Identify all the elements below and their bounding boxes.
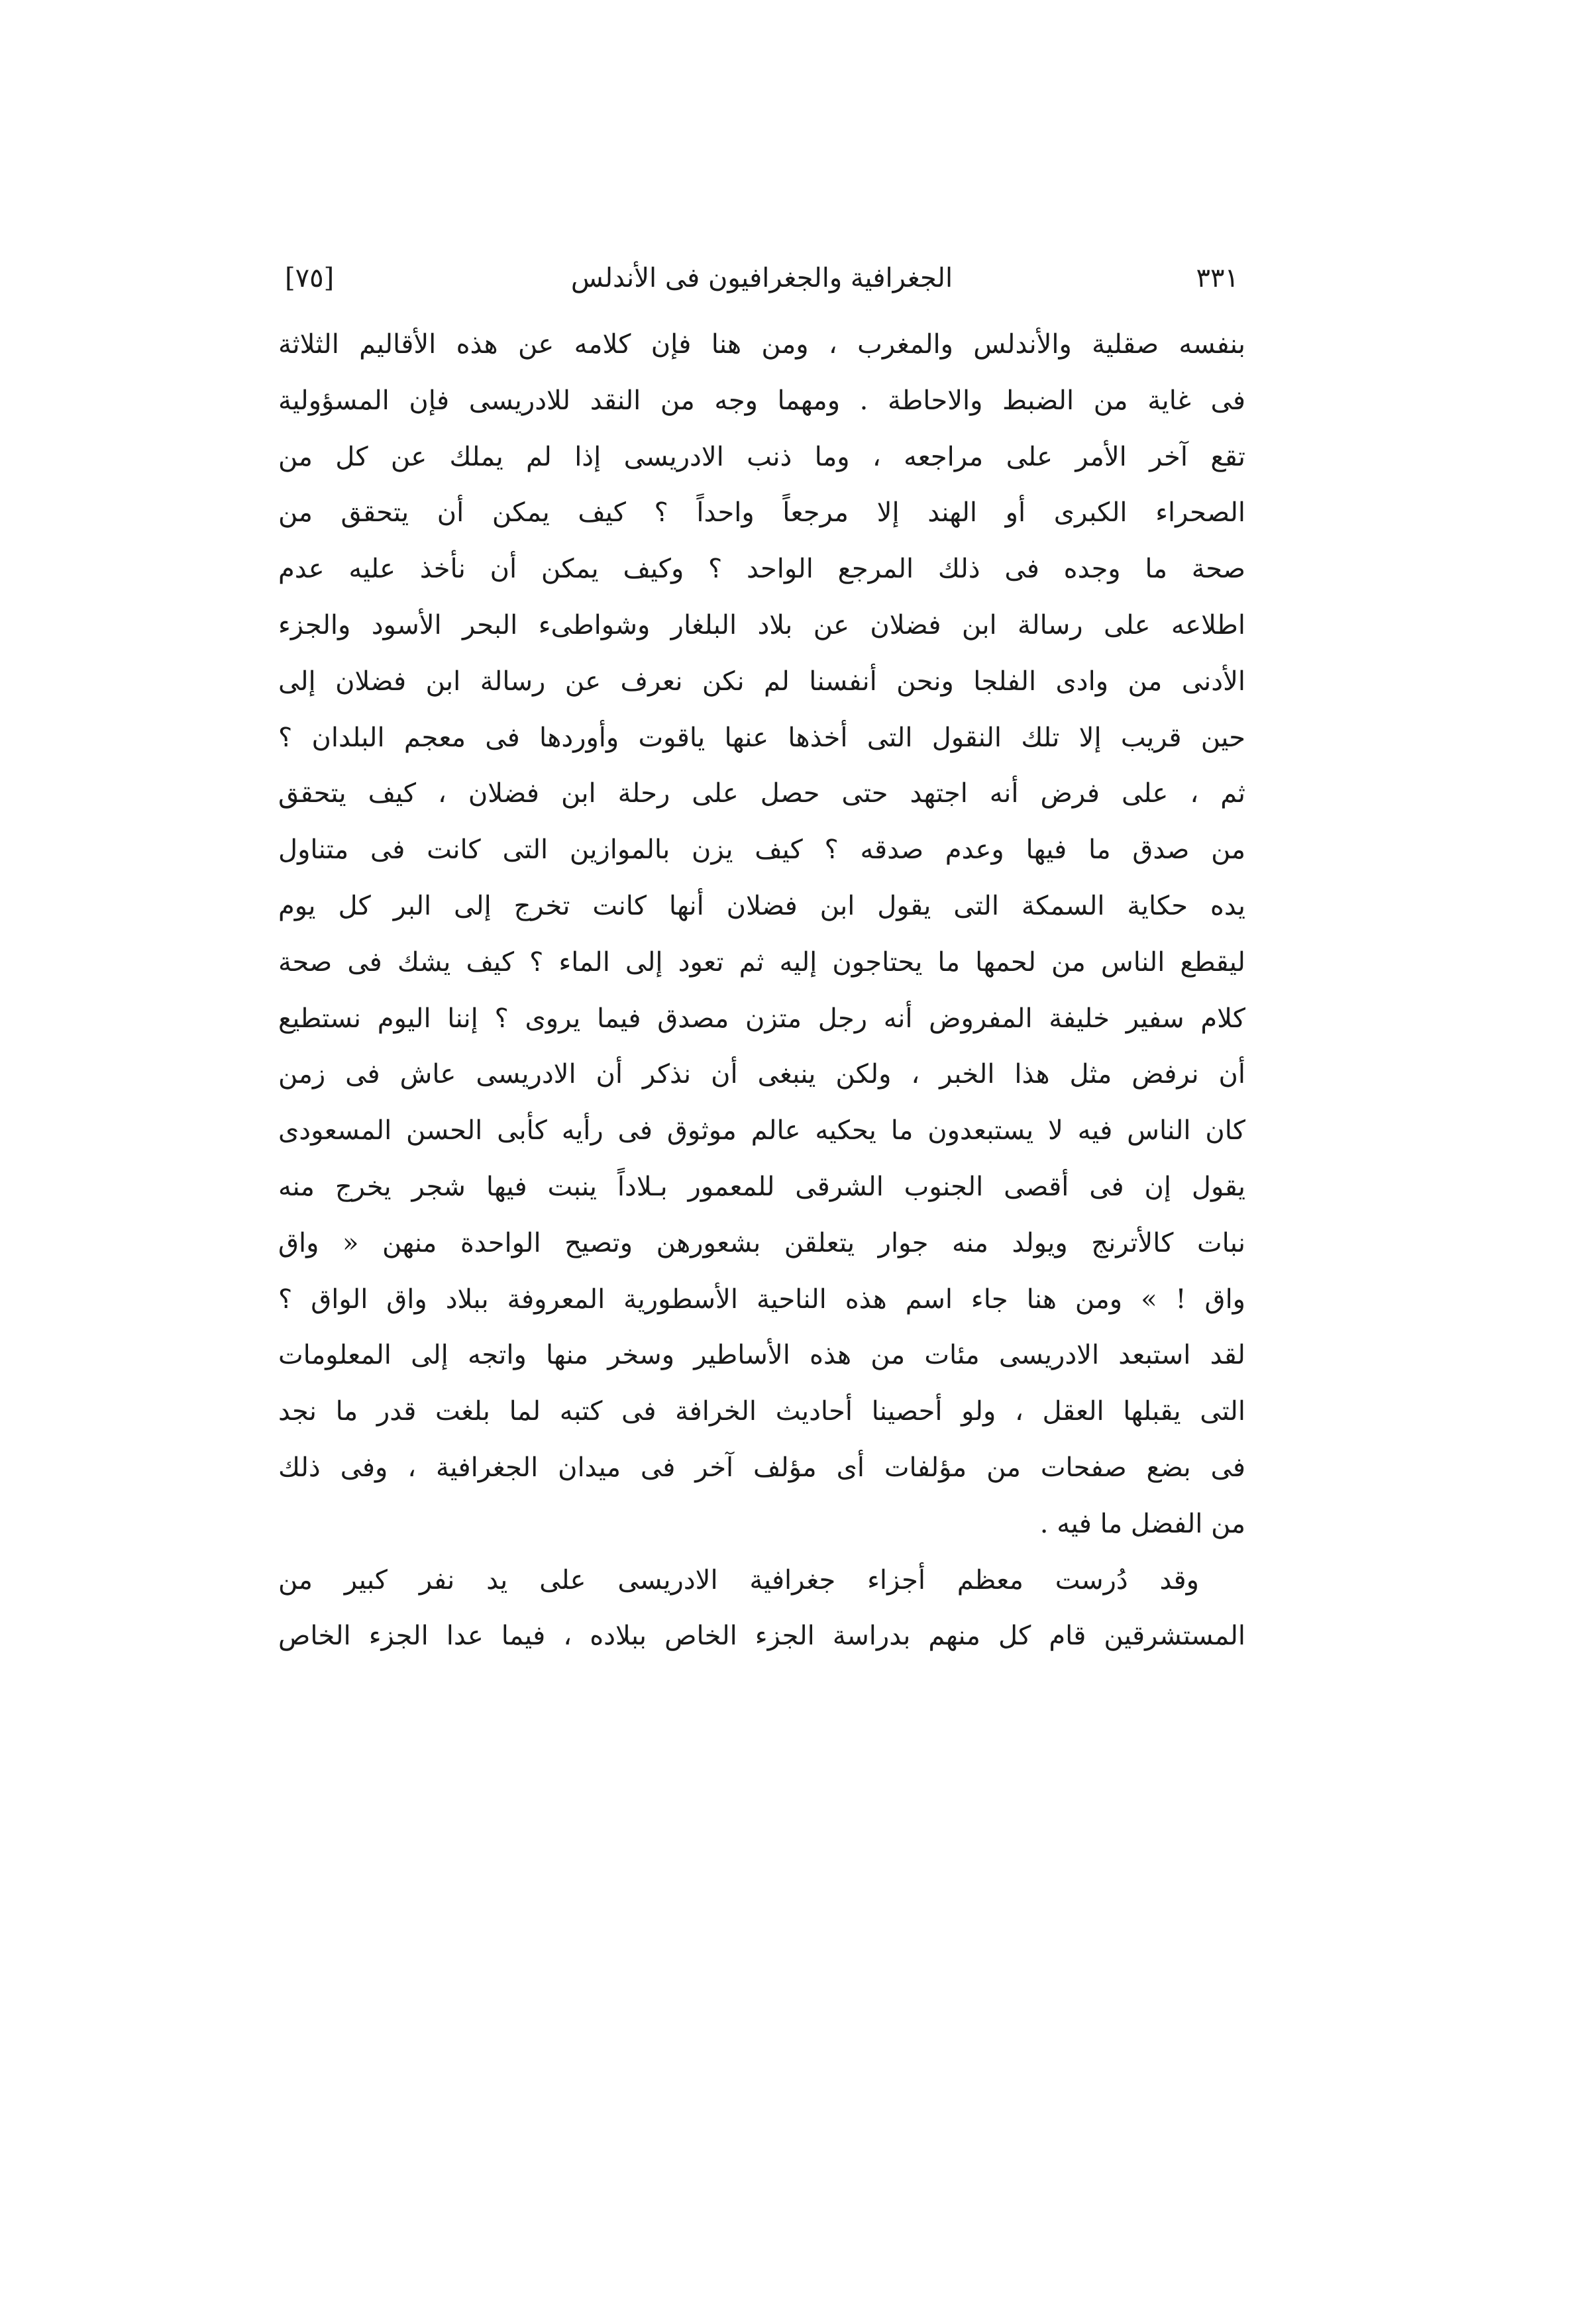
text-line: يقول إن فى أقصى الجنوب الشرقى للمعمور بـلاداً ينبت فيها شجر يخرج منه	[278, 1171, 1245, 1202]
section-mark: [٧٥]	[285, 263, 335, 293]
text-line: اطلاعه على رسالة ابن فضلان عن بلاد البلغار وشواطىء البحر الأسود والجزء	[278, 609, 1245, 640]
text-line: ليقطع الناس من لحمها ما يحتاجون إليه ثم تعود إلى الماء ؟ كيف يشك فى صحة	[278, 946, 1245, 978]
text-line: فى بضع صفحات من مؤلفات أى مؤلف آخر فى ميدان الجغرافية ، وفى ذلك	[278, 1452, 1245, 1483]
text-line: حين قريب إلا تلك النقول التى أخذها عنها ياقوت وأوردها فى معجم البلدان ؟	[278, 722, 1245, 753]
text-line: من الفضل ما فيه .	[1039, 1508, 1245, 1539]
page-header	[278, 255, 1245, 301]
text-line: الأدنى من وادى الفلجا ونحن أنفسنا لم نكن نعرف عن رسالة ابن فضلان إلى	[278, 666, 1245, 697]
text-line: فى غاية من الضبط والاحاطة . ومهما وجه من النقد للادريسى فإن المسؤولية	[278, 385, 1245, 416]
body-text	[278, 317, 1245, 1664]
text-line: الصحراء الكبرى أو الهند إلا مرجعاً واحداً ؟ كيف يمكن أن يتحقق من	[278, 497, 1245, 529]
paragraph-2	[278, 1552, 1245, 1665]
text-line: صحة ما وجده فى ذلك المرجع الواحد ؟ وكيف يمكن أن نأخذ عليه عدم	[278, 554, 1245, 585]
text-line: التى يقبلها العقل ، ولو أحصينا أحاديث الخرافة فى كتبه لما بلغت قدر ما نجد	[278, 1396, 1245, 1427]
text-line: وقد دُرست معظم أجزاء جغرافية الادريسى على يد نفر كبير من	[278, 1564, 1199, 1595]
text-line: بنفسه صقلية والأندلس والمغرب ، ومن هنا فإن كلامه عن هذه الأقاليم الثلاثة	[278, 329, 1245, 360]
paragraph-1	[278, 317, 1245, 1552]
text-line: كان الناس فيه لا يستبعدون ما يحكيه عالم موثوق فى رأيه كأبى الحسن المسعودى	[278, 1115, 1245, 1146]
text-line: المستشرقين قام كل منهم بدراسة الجزء الخاص ببلاده ، فيما عدا الجزء الخاص	[278, 1621, 1245, 1652]
text-line: من صدق ما فيها وعدم صدقه ؟ كيف يزن بالموازين التى كانت فى متناول	[278, 834, 1245, 866]
text-line: كلام سفير خليفة المفروض أنه رجل متزن مصدق فيما يروى ؟ إننا اليوم نستطيع	[278, 1003, 1245, 1034]
page-number: ٣٣١	[1196, 263, 1239, 293]
text-line: واق ! » ومن هنا جاء اسم هذه الناحية الأسطورية المعروفة ببلاد واق الواق ؟	[278, 1284, 1245, 1315]
text-line: نبات كالأترنج ويولد منه جوار يتعلقن بشعورهن وتصيح الواحدة منهن « واق	[278, 1227, 1245, 1258]
text-line: تقع آخر الأمر على مراجعه ، وما ذنب الادريسى إذا لم يملك عن كل من	[278, 441, 1245, 472]
text-line: يده حكاية السمكة التى يقول ابن فضلان أنها كانت تخرج إلى البر كل يوم	[278, 890, 1245, 921]
text-line: أن نرفض مثل هذا الخبر ، ولكن ينبغى أن نذكر أن الادريسى عاش فى زمن	[278, 1059, 1245, 1090]
running-title: الجغرافية والجغرافيون فى الأندلس	[570, 263, 953, 293]
text-line: ثم ، على فرض أنه اجتهد حتى حصل على رحلة ابن فضلان ، كيف يتحقق	[278, 778, 1245, 809]
text-line: لقد استبعد الادريسى مئات من هذه الأساطير وسخر منها واتجه إلى المعلومات	[278, 1340, 1245, 1371]
